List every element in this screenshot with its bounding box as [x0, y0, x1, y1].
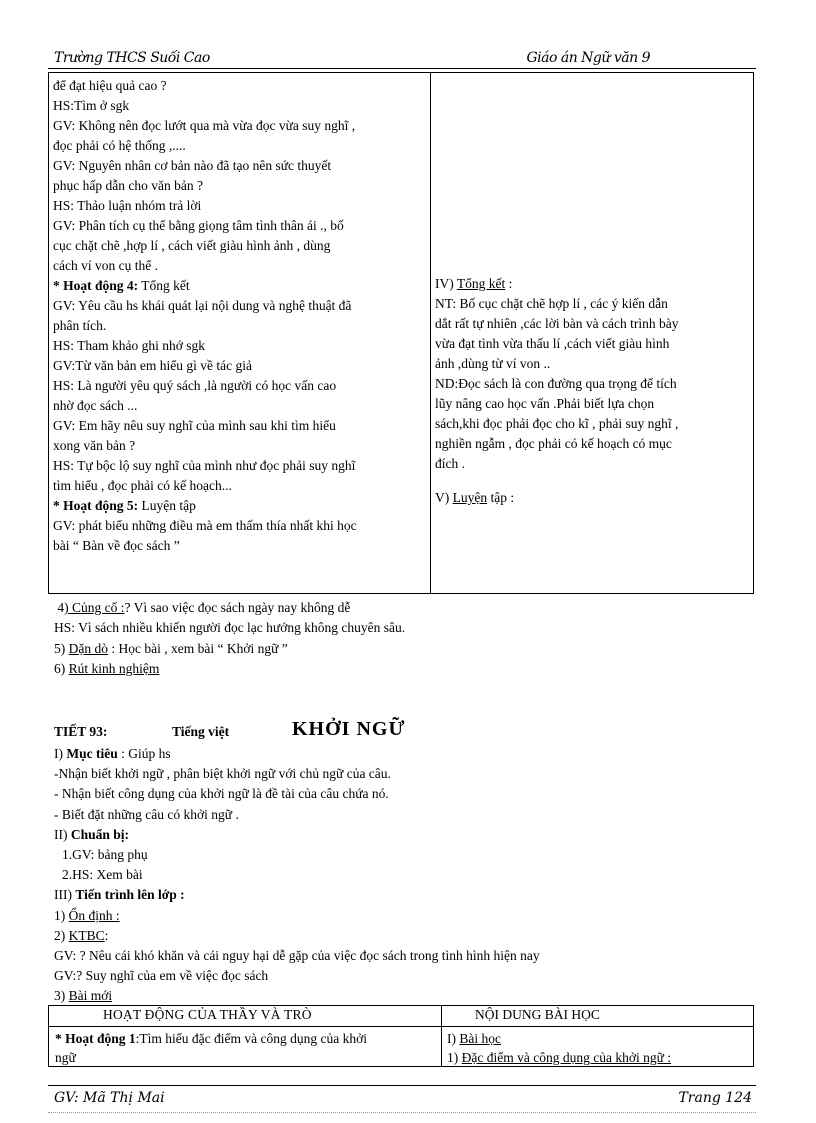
table-divider: [430, 73, 431, 593]
chuanbi-heading: II) Chuẩn bị:: [54, 826, 130, 842]
table-line: đọc phải có hệ thống ,....: [53, 138, 186, 153]
page-edge: [48, 1112, 756, 1113]
ondinh-line: 1) Ổn định :: [54, 907, 120, 923]
table-line: nhờ đọc sách ...: [53, 398, 138, 413]
table-line: HS: Thảo luận nhóm trả lời: [53, 198, 202, 213]
ktbc-question: GV:? Suy nghĩ của em về việc đọc sách: [54, 968, 269, 984]
tientrinh-heading: III) Tiến trình lên lớp :: [54, 887, 185, 903]
hs-answer: HS: Vì sách nhiều khiến người đọc lạc hướng không chuyên sâu.: [54, 620, 406, 636]
table-line: GV:Từ văn bản em hiểu gì về tác giả: [53, 358, 252, 373]
table-line: GV: Nguyên nhân cơ bản nào đã tạo nên sức thuyết: [53, 158, 332, 173]
dando-line: 5) Dặn dò : Học bài , xem bài “ Khởi ngữ ”: [54, 640, 288, 656]
table-line: GV: Không nên đọc lướt qua mà vừa đọc vừa suy nghĩ ,: [53, 118, 356, 133]
activity-cell: * Hoạt động 1:Tìm hiểu đặc điểm và công dụng của khởi ngữ: [55, 1031, 367, 1065]
header-rule: [48, 68, 756, 69]
footer-teacher: GV: Mã Thị Mai: [54, 1090, 165, 1106]
content-line: sách,khi đọc phải đọc cho kĩ , phải suy nghĩ ,: [435, 416, 679, 431]
table-line: xong văn bản ?: [53, 438, 136, 453]
lesson-number: TIẾT 93:: [54, 724, 108, 739]
table-line: GV: phát biểu những điều mà em thấm thía nhất khi học: [53, 518, 357, 533]
muctieu-item: -Nhận biết khởi ngữ , phân biệt khởi ngữ với chủ ngữ của câu.: [54, 766, 391, 782]
rutkinhnghiem-line: 6) Rút kinh nghiệm: [54, 660, 160, 676]
chuanbi-item: 2.HS: Xem bài: [62, 867, 143, 883]
lesson-title: [54, 718, 754, 744]
header-school: Trường THCS Suối Cao: [54, 50, 210, 66]
muctieu-item: - Biết đặt những câu có khởi ngữ .: [54, 806, 239, 822]
table-line: để đạt hiệu quả cao ?: [53, 78, 167, 93]
subject-label: Tiếng việt: [172, 724, 230, 739]
content-line: lũy nâng cao học vấn .Phải biết lựa chọn: [435, 396, 655, 411]
table-line: phân tích.: [53, 318, 107, 333]
table-row-divider: [49, 1026, 753, 1027]
content-line: ảnh ,dùng từ ví von ..: [435, 356, 551, 371]
content-line: dắt rất tự nhiên ,các lời bàn và cách trình bày: [435, 316, 679, 331]
ktbc-line: 2) KTBC:: [54, 927, 109, 943]
table-line: tìm hiểu , đọc phải có kế hoạch...: [53, 478, 232, 493]
table-line: phục hấp dẫn cho văn bản ?: [53, 178, 203, 193]
footer-page-number: Trang 124: [678, 1090, 752, 1106]
muctieu-item: - Nhận biết công dụng của khởi ngữ là đề tài của câu chứa nó.: [54, 786, 389, 802]
content-cell: I) Bài học 1) Đặc điểm và công dụng của khởi ngữ :: [447, 1031, 672, 1065]
content-line: ND:Đọc sách là con đường qua trọng để tích: [435, 376, 677, 391]
lesson-plan: [54, 744, 754, 1007]
content-line: đích .: [435, 456, 465, 471]
table-line: * Hoạt động 4: Tổng kết: [53, 278, 190, 293]
content-line: NT: Bố cục chặt chẽ hợp lí , các ý kiến dẫn: [435, 296, 668, 311]
tongket-heading: IV) Tổng kết :: [435, 276, 513, 291]
table-line: cách ví von cụ thể .: [53, 258, 158, 273]
page-title: KHỞI NGỮ: [292, 718, 406, 740]
header-subject: Giáo án Ngữ văn 9: [526, 50, 650, 66]
table-line: HS:Tìm ở sgk: [53, 98, 130, 113]
teacher-student-column: [53, 76, 425, 556]
cungco-line: 4) Củng cố :? Vì sao việc đọc sách ngày nay không dễ: [57, 600, 351, 615]
table-line: cục chặt chẽ ,hợp lí , cách viết giàu hình ảnh , dùng: [53, 238, 331, 253]
muctieu-heading: I) Mục tiêu : Giúp hs: [54, 746, 171, 761]
ktbc-question: GV: ? Nêu cái khó khăn và cái nguy hại dễ gặp của việc đọc sách trong tình hình hiện nay: [54, 948, 540, 964]
table-line: HS: Tự bộc lộ suy nghĩ của mình như đọc phải suy nghĩ: [53, 458, 356, 473]
table-col-divider: [441, 1006, 442, 1066]
table-line: bài “ Bàn về đọc sách ”: [53, 538, 180, 553]
table-line: GV: Yêu cầu hs khái quát lại nội dung và nghệ thuật đã: [53, 298, 352, 313]
chuanbi-item: 1.GV: bảng phụ: [62, 847, 148, 863]
footer-rule: [48, 1085, 756, 1086]
table-header-content: NỘI DUNG BÀI HỌC: [475, 1007, 600, 1022]
table-line: * Hoạt động 5: Luyện tập: [53, 498, 196, 513]
content-column: [435, 274, 751, 508]
content-line: vừa đạt tình vừa thấu lí ,cách viết giàu hình: [435, 336, 670, 351]
luyentap-heading: V) Luyện tập :: [435, 490, 515, 505]
table-line: GV: Phân tích cụ thể bằng giọng tâm tình thân ái ., bố: [53, 218, 344, 233]
baimoi-line: 3) Bài mới: [54, 988, 113, 1004]
table-line: HS: Tham khảo ghi nhớ sgk: [53, 338, 206, 353]
lesson-closing: [54, 598, 754, 679]
lesson-table-2: [48, 1005, 754, 1067]
content-line: nghiền ngẫm , đọc phải có kế hoạch có mục: [435, 436, 672, 451]
table-line: GV: Em hãy nêu suy nghĩ của mình sau khi tìm hiểu: [53, 418, 336, 433]
table-header-activities: HOẠT ĐỘNG CỦA THẦY VÀ TRÒ: [103, 1007, 312, 1022]
lesson-table-1: [48, 72, 754, 594]
table-line: HS: Là người yêu quý sách ,là người có học vấn cao: [53, 378, 337, 393]
